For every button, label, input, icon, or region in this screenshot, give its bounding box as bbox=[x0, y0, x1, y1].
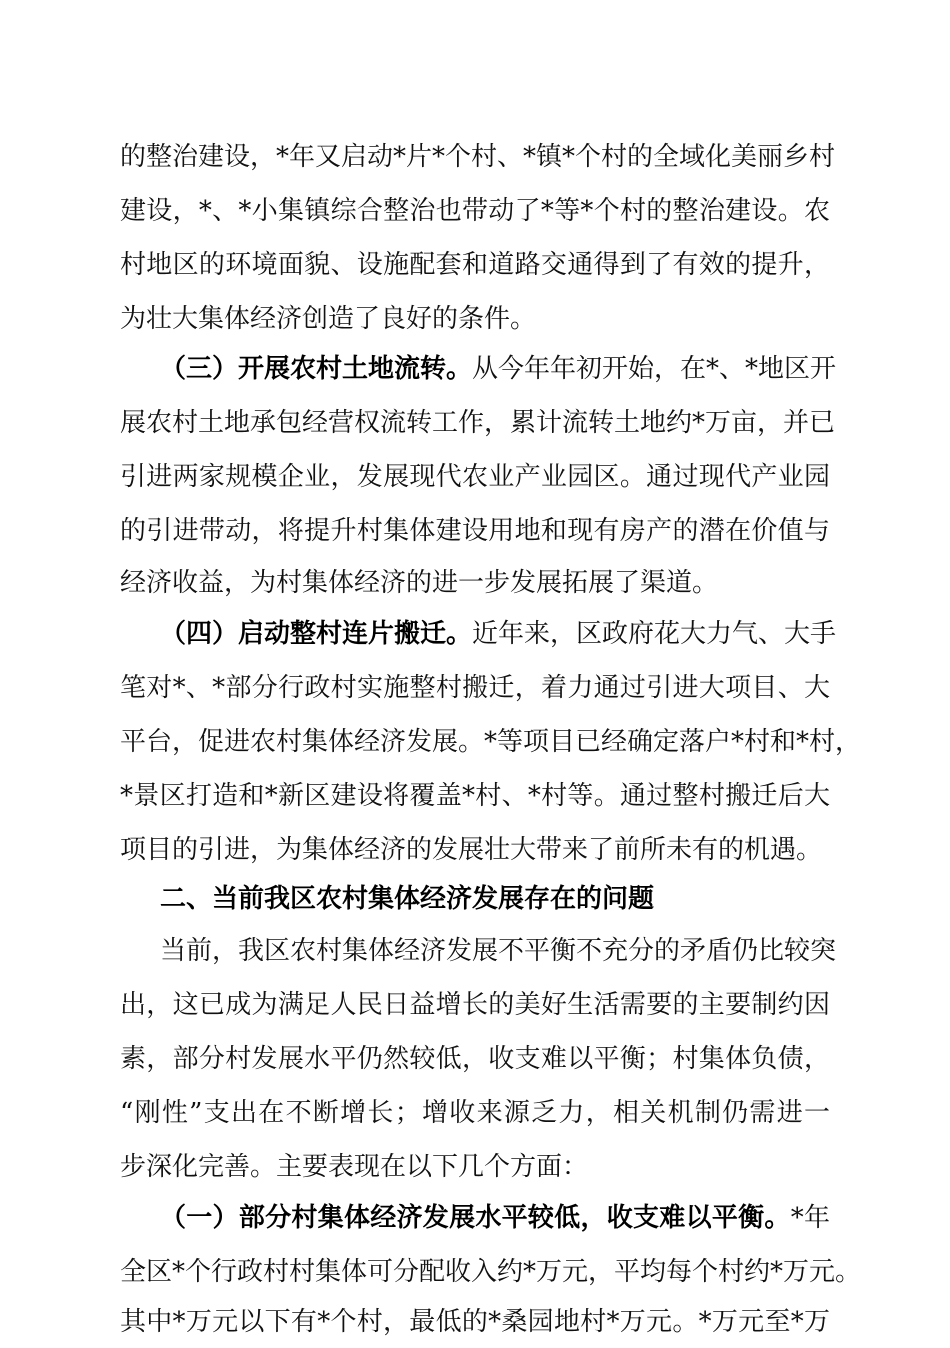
paragraph-first-line: 当前，我区农村集体经济发展不平衡不充分的矛盾仍比较突 bbox=[160, 936, 837, 966]
paragraph-line: 的引进带动，将提升村集体建设用地和现有房产的潜在价值与 bbox=[120, 516, 830, 546]
paragraph-line: 平台，促进农村集体经济发展。*等项目已经确定落户*村和*村， bbox=[120, 727, 862, 757]
paragraph-line: 出，这已成为满足人民日益增长的美好生活需要的主要制约因 bbox=[120, 990, 830, 1020]
paragraph-first-line bbox=[160, 343, 837, 395]
paragraph-line: 建设，*、*小集镇综合整治也带动了*等*个村的整治建设。农 bbox=[120, 196, 830, 226]
paragraph-text: 从今年年初开始，在*、*地区开 bbox=[472, 354, 837, 384]
paragraph-first-line bbox=[160, 608, 837, 660]
paragraph-line: 经济收益，为村集体经济的进一步发展拓展了渠道。 bbox=[120, 568, 719, 598]
paragraph-line: 的整治建设，*年又启动*片*个村、*镇*个村的全域化美丽乡村 bbox=[120, 142, 836, 172]
section-lead: （三）开展农村土地流转。 bbox=[160, 354, 473, 384]
section-heading: 二、当前我区农村集体经济发展存在的问题 bbox=[160, 884, 655, 914]
paragraph-line: “刚性”支出在不断增长；增收来源乏力，相关机制仍需进一 bbox=[120, 1098, 830, 1128]
paragraph-line: 村地区的环境面貌、设施配套和道路交通得到了有效的提升， bbox=[120, 250, 830, 280]
section-lead: （四）启动整村连片搬迁。 bbox=[160, 619, 473, 649]
paragraph-text: 近年来，区政府花大力气、大手 bbox=[472, 619, 837, 649]
paragraph-line: 引进两家规模企业，发展现代农业产业园区。通过现代产业园 bbox=[120, 462, 830, 492]
paragraph-line: 全区*个行政村村集体可分配收入约*万元，平均每个村约*万元。 bbox=[120, 1257, 862, 1287]
paragraph-line: 素，部分村发展水平仍然较低，收支难以平衡；村集体负债， bbox=[120, 1044, 830, 1074]
paragraph-text: *年 bbox=[790, 1203, 830, 1233]
paragraph-line: 项目的引进，为集体经济的发展壮大带来了前所未有的机遇。 bbox=[120, 835, 823, 865]
paragraph-line: 其中*万元以下有*个村，最低的*桑园地村*万元。*万元至*万 bbox=[120, 1307, 830, 1337]
section-lead: （一）部分村集体经济发展水平较低，收支难以平衡。 bbox=[160, 1203, 791, 1233]
paragraph-line: 展农村土地承包经营权流转工作，累计流转土地约*万亩，并已 bbox=[120, 408, 836, 438]
paragraph-line: 步深化完善。主要表现在以下几个方面： bbox=[120, 1152, 589, 1182]
paragraph-line: *景区打造和*新区建设将覆盖*村、*村等。通过整村搬迁后大 bbox=[120, 781, 830, 811]
paragraph-line: 为壮大集体经济创造了良好的条件。 bbox=[120, 304, 537, 334]
paragraph-first-line bbox=[160, 1192, 830, 1244]
paragraph-line: 笔对*、*部分行政村实施整村搬迁，着力通过引进大项目、大 bbox=[120, 673, 830, 703]
